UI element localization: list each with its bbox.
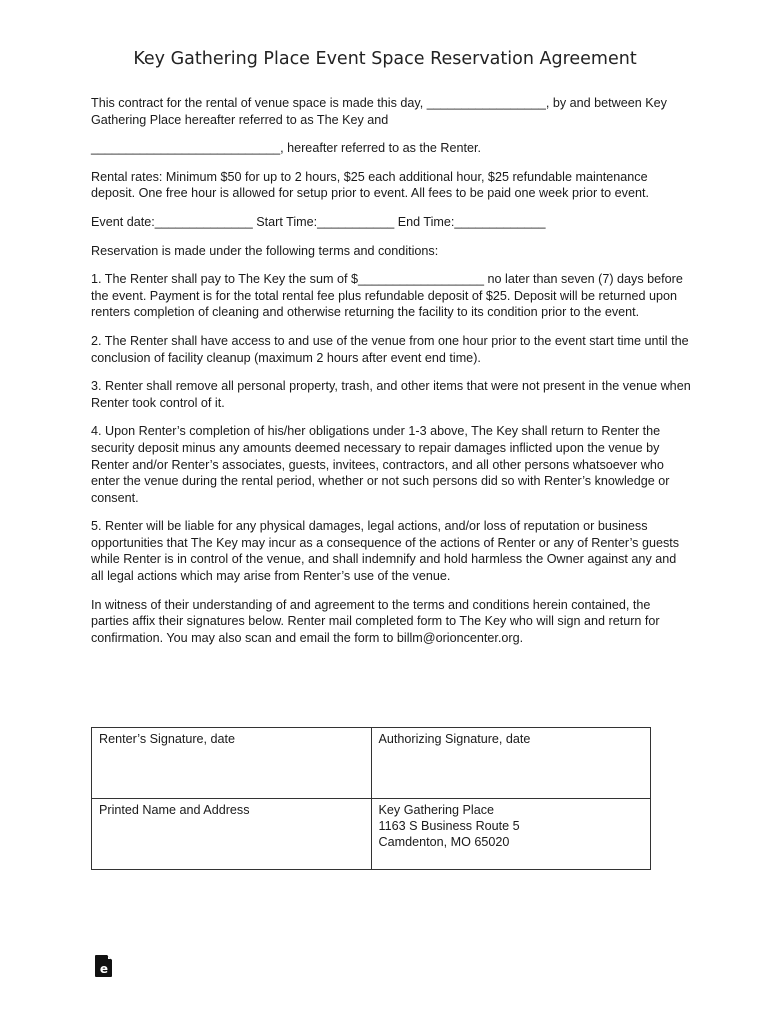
address-line-3: Camdenton, MO 65020 [378, 835, 510, 849]
printed-name-label: Printed Name and Address [99, 803, 250, 817]
signature-table [91, 727, 651, 870]
document-logo-icon [95, 955, 113, 977]
term-3: 3. Renter shall remove all personal property, trash, and other items that were not present in the venue when Renter took control of it. [91, 379, 691, 410]
renter-signature-label: Renter’s Signature, date [99, 732, 236, 746]
terms-intro: Reservation is made under the following terms and conditions: [91, 243, 439, 258]
address-line-1: Key Gathering Place [378, 803, 495, 817]
term-5: 5. Renter will be liable for any physical damages, legal actions, and/or loss of reputation or business opportunities that The Key may incur as a consequence of the actions of Renter or any of Renter’s guests while Renter is in control of the venue, and shall indemnify and hold harmless the Owner against any and all legal actions which may arise from Renter’s use of the venue. [91, 519, 680, 584]
witness-paragraph: In witness of their understanding of and agreement to the terms and conditions herein contained, the parties affix their signatures below. Renter mail completed form to The Key who will sign and return for confirmation. You may also scan and email the form to billm@orioncenter.org. [91, 597, 660, 645]
renter-line: ___________________________, hereafter referred to as the Renter. [91, 141, 482, 156]
term-1: 1. The Renter shall pay to The Key the sum of $__________________ no later than seven (7) days before the event. Payment is for the total rental fee plus refundable deposit of $25. Deposit will be returned upon renters completion of cleaning and otherwise returning the facility to its condition prior to the event. [91, 272, 683, 320]
venue-address-cell [371, 799, 651, 870]
svg-text:e: e [99, 962, 109, 976]
term-4: 4. Upon Renter’s completion of his/her obligations under 1-3 above, The Key shall return to Renter the security deposit minus any amounts deemed necessary to repair damages inflicted upon the venue by Renter and/or Renter’s associates, guests, invitees, contractors, and all other persons whatsoever who enter the venue during the rental period, whether or not such persons did so with Renter’s knowledge or consent. [91, 424, 670, 505]
address-line-2: 1163 S Business Route 5 [378, 819, 520, 833]
term-2: 2. The Renter shall have access to and use of the venue from one hour prior to the event start time until the conclusion of facility cleanup (maximum 2 hours after event end time). [91, 333, 689, 365]
rental-rates-paragraph: Rental rates: Minimum $50 for up to 2 hours, $25 each additional hour, $25 refundable maintenance deposit. One free hour is allowed for setup prior to event. All fees to be paid one week prior to event. [91, 169, 649, 201]
renter-signature-cell[interactable] [92, 728, 372, 799]
authorizing-signature-label: Authorizing Signature, date [378, 732, 531, 746]
page-title: Key Gathering Place Event Space Reservation Agreement [133, 49, 637, 69]
authorizing-signature-cell[interactable] [371, 728, 651, 799]
printed-name-cell[interactable] [92, 799, 372, 870]
intro-paragraph: This contract for the rental of venue space is made this day, _________________, by and between Key Gathering Place hereafter referred to as The Key and [91, 96, 667, 127]
agreement-body [91, 95, 691, 646]
event-date-line: Event date:______________ Start Time:___________ End Time:_____________ [91, 214, 546, 229]
